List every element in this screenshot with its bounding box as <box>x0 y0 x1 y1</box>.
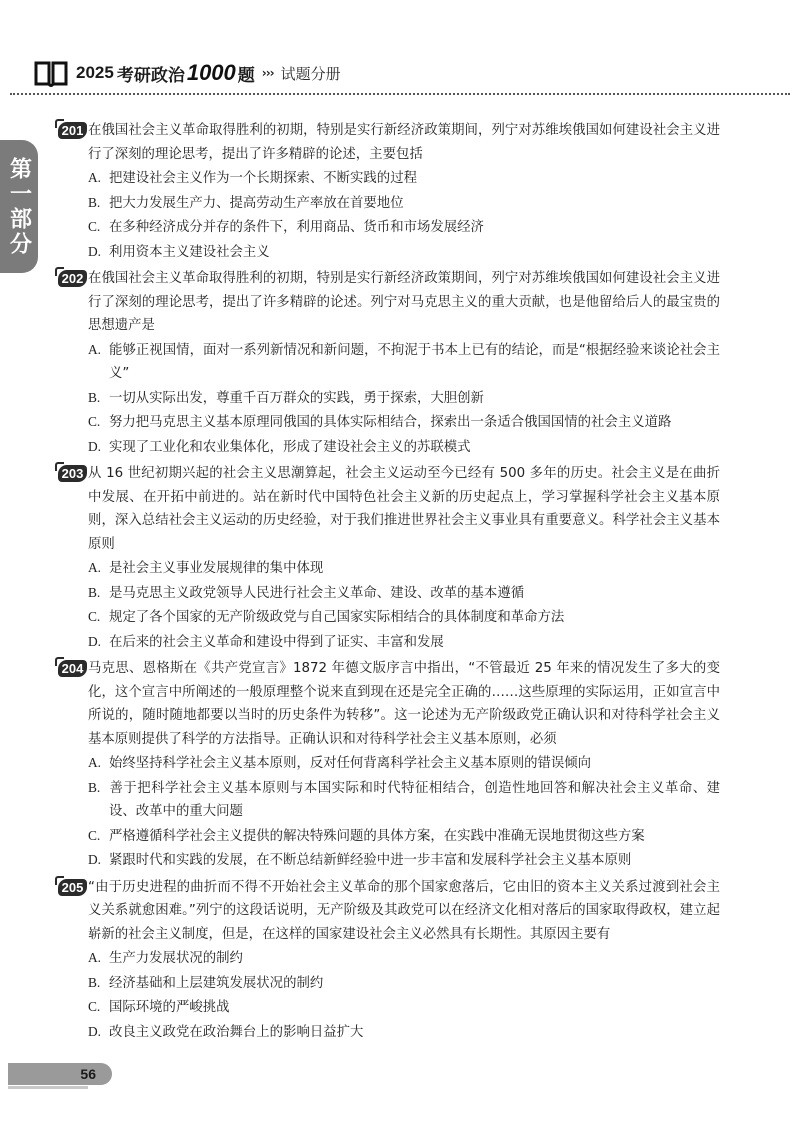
option-letter: A. <box>88 560 102 575</box>
option-list <box>88 751 720 873</box>
question-list <box>61 119 720 1047</box>
header-book-name: 考研政治 <box>116 65 185 86</box>
option-text: 在后来的社会主义革命和建设中得到了证实、丰富和发展 <box>109 634 444 650</box>
question-201 <box>61 119 720 264</box>
section-side-tab-label: 第一部分 <box>6 156 32 257</box>
option-c <box>88 824 720 849</box>
option-text: 紧跟时代和实践的发展，在不断总结新鲜经验中进一步丰富和发展科学社会主义基本原则 <box>109 853 632 868</box>
option-d <box>88 435 720 460</box>
option-b <box>88 581 720 606</box>
option-text: 是社会主义事业发展规律的集中体现 <box>109 561 324 576</box>
option-d <box>88 1020 720 1045</box>
header-year: 2025 <box>76 63 114 82</box>
question-stem <box>61 119 720 166</box>
header-big-suffix: 题 <box>237 65 255 86</box>
option-a <box>88 338 720 386</box>
option-letter: A. <box>88 341 102 357</box>
option-letter: A. <box>88 170 102 185</box>
option-letter: C. <box>88 999 101 1014</box>
option-letter: B. <box>88 779 101 795</box>
option-letter: D. <box>88 1023 102 1039</box>
option-letter: C. <box>88 827 101 843</box>
question-204 <box>61 657 720 873</box>
question-number-badge: 202 <box>58 270 87 287</box>
option-d <box>88 848 720 873</box>
option-list <box>88 166 720 264</box>
option-letter: D. <box>88 852 102 867</box>
question-203 <box>61 462 720 654</box>
option-text: 是马克思主义政党领导人民进行社会主义革命、建设、改革的基本遵循 <box>109 585 525 601</box>
option-text: 能够正视国情，面对一系列新情况和新问题，不拘泥于书本上已有的结论，而是“根据经验来谈论社会主义” <box>109 342 720 381</box>
option-letter: D. <box>88 243 102 259</box>
option-text: 努力把马克思主义基本原理同俄国的具体实际相结合，探索出一条适合俄国国情的社会主义道路 <box>109 415 672 430</box>
option-letter: B. <box>88 194 101 210</box>
option-text: 经济基础和上层建筑发展状况的制约 <box>109 975 324 991</box>
option-list <box>88 556 720 654</box>
question-202 <box>61 267 720 459</box>
chevrons-icon: ››› <box>261 66 274 80</box>
option-text: 善于把科学社会主义基本原则与本国实际和时代特征相结合，创造性地回答和解决社会主义革命、建设、改革中的重大问题 <box>109 780 720 819</box>
option-letter: B. <box>88 389 101 405</box>
header-subtitle: 试题分册 <box>280 64 341 83</box>
question-stem-text: 从 16 世纪初期兴起的社会主义思潮算起，社会主义运动至今已经有 500 多年的历史。社会主义是在曲折中发展、在开拓中前进的。站在新时代中国特色社会主义新的历史起点上，学习掌握科学社会主义基本原则，深入总结社会主义运动的历史经验，对于我们推进世界社会主义事业具有重要意义。科学社会主义基本原则 <box>88 466 720 552</box>
question-stem-text: 马克思、恩格斯在《共产党宣言》1872 年德文版序言中指出，“不管最近 25 年来的情况发生了多大的变化，这个宣言中所阐述的一般原理整个说来直到现在还是完全正确的……这些原理的实际运用，正如宣言中所说的，随时随地都要以当时的历史条件为转移”。这一论述为无产阶级政党正确认识和对待科学社会主义基本原则提供了科学的方法指导。正确认识和对待科学社会主义基本原则，必须 <box>88 661 720 747</box>
option-text: 在多种经济成分并存的条件下，利用商品、货币和市场发展经济 <box>109 220 484 235</box>
question-stem <box>61 267 720 338</box>
option-text: 改良主义政党在政治舞台上的影响日益扩大 <box>109 1024 364 1040</box>
option-text: 严格遵循科学社会主义提供的解决特殊问题的具体方案，在实践中准确无误地贯彻这些方案 <box>109 828 645 844</box>
question-number-badge: 205 <box>58 879 87 896</box>
option-a <box>88 166 720 191</box>
option-d <box>88 630 720 655</box>
option-a <box>88 946 720 971</box>
option-text: 一切从实际出发，尊重千百万群众的实践，勇于探索，大胆创新 <box>109 390 484 406</box>
option-letter: D. <box>88 438 102 454</box>
question-stem-text: 在俄国社会主义革命取得胜利的初期，特别是实行新经济政策期间，列宁对苏维埃俄国如何建设社会主义进行了深刻的理论思考，提出了许多精辟的论述。列宁对马克思主义的重大贡献，也是他留给后人的最宝贵的思想遗产是 <box>88 271 720 333</box>
option-text: 生产力发展状况的制约 <box>109 951 243 966</box>
question-number-badge: 201 <box>58 122 87 139</box>
question-stem <box>61 462 720 556</box>
question-number-badge: 203 <box>58 465 87 482</box>
option-list <box>88 946 720 1044</box>
option-b <box>88 191 720 216</box>
question-205 <box>61 876 720 1045</box>
option-text: 始终坚持科学社会主义基本原则，反对任何背离科学社会主义基本原则的错误倾向 <box>109 756 592 771</box>
option-text: 把大力发展生产力、提高劳动生产率放在首要地位 <box>109 195 404 211</box>
option-b <box>88 971 720 996</box>
option-list <box>88 338 720 460</box>
question-stem <box>61 657 720 751</box>
option-c <box>88 995 720 1020</box>
option-text: 实现了工业化和农业集体化，形成了建设社会主义的苏联模式 <box>109 439 471 455</box>
open-book-icon <box>34 59 68 87</box>
option-a <box>88 751 720 776</box>
option-letter: D. <box>88 633 102 649</box>
option-letter: A. <box>88 755 102 770</box>
question-stem <box>61 876 720 947</box>
page-number-bar <box>8 1063 112 1085</box>
option-letter: B. <box>88 974 101 990</box>
option-text: 规定了各个国家的无产阶级政党与自己国家实际相结合的具体制度和革命方法 <box>109 610 565 625</box>
option-b <box>88 776 720 824</box>
option-d <box>88 240 720 265</box>
option-letter: C. <box>88 219 101 234</box>
page-number: 56 <box>80 1066 96 1082</box>
header-big-number: 1000 <box>186 60 236 85</box>
question-stem-text: “由于历史进程的曲折而不得不开始社会主义革命的那个国家愈落后，它由旧的资本主义关系过渡到社会主义关系就愈困难。”列宁的这段话说明，无产阶级及其政党可以在经济文化相对落后的国家取得政权，建立起崭新的社会主义制度，但是，在这样的国家建设社会主义必然具有长期性。其原因主要有 <box>88 879 720 942</box>
question-number-badge: 204 <box>58 660 87 677</box>
option-c <box>88 215 720 240</box>
option-text: 利用资本主义建设社会主义 <box>109 244 270 260</box>
option-c <box>88 605 720 630</box>
header-divider <box>10 93 790 95</box>
option-letter: C. <box>88 609 101 624</box>
page-header <box>34 56 341 90</box>
question-stem-text: 在俄国社会主义革命取得胜利的初期，特别是实行新经济政策期间，列宁对苏维埃俄国如何建设社会主义进行了深刻的理论思考，提出了许多精辟的论述，主要包括 <box>88 123 720 162</box>
option-letter: C. <box>88 414 101 429</box>
option-c <box>88 410 720 435</box>
option-text: 把建设社会主义作为一个长期探索、不断实践的过程 <box>109 171 417 186</box>
option-a <box>88 556 720 581</box>
section-side-tab <box>0 140 38 273</box>
option-letter: A. <box>88 950 102 965</box>
option-text: 国际环境的严峻挑战 <box>109 1000 230 1015</box>
option-letter: B. <box>88 584 101 600</box>
option-b <box>88 386 720 411</box>
